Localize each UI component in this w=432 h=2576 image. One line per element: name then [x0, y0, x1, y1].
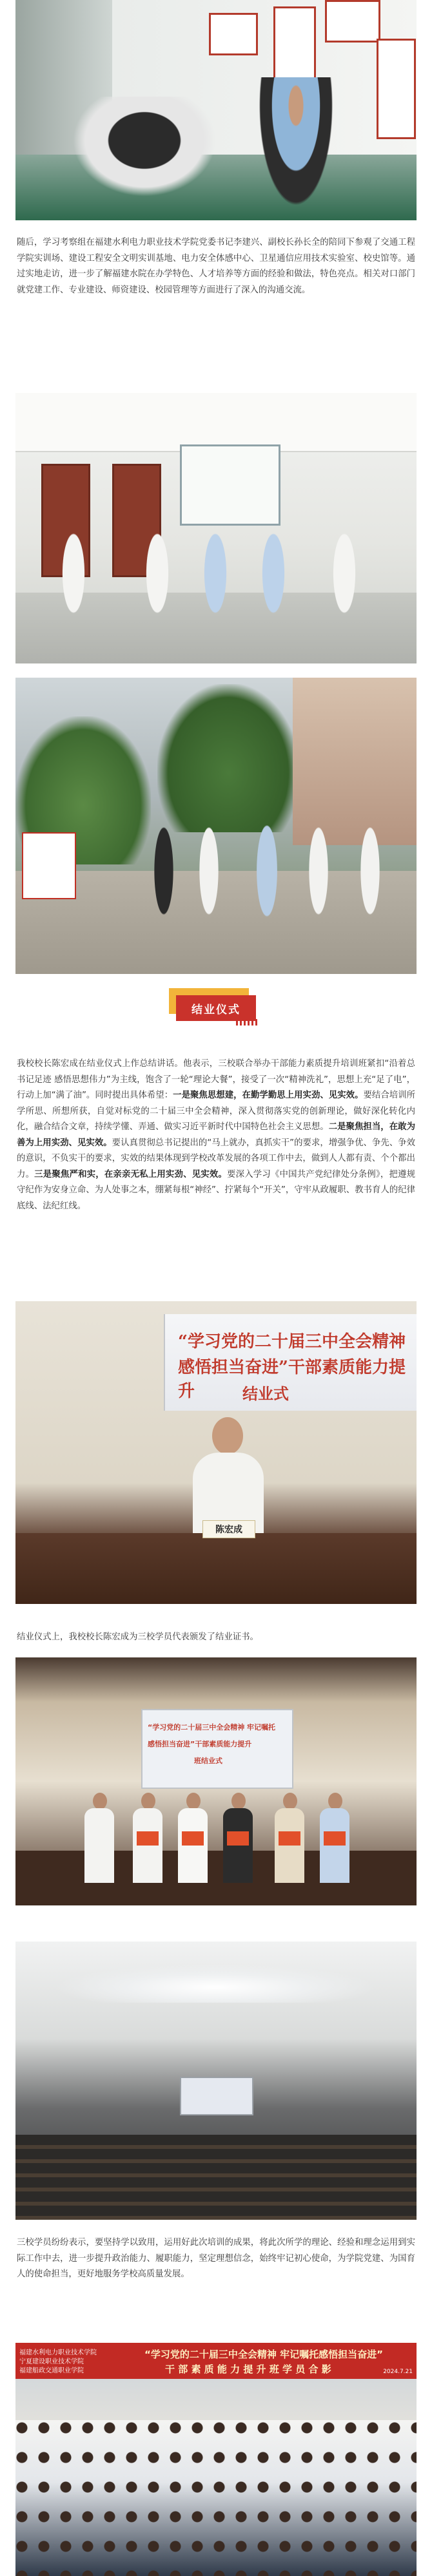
photo-speaker — [15, 1301, 417, 1604]
screen-line-2: 感悟担当奋进”干部素质能力提升 — [148, 1740, 252, 1748]
exhibit-frame — [377, 39, 416, 139]
paragraph-closing: 三校学员纷纷表示，要坚持学以致用，运用好此次培训的成果，将此次所学的理论、经验和理念运用到实际工作中去，进一步提升政治能力、履职能力，坚定理想信念，始终牢记初心使命，为学院党建、为国育人的使命担当，更好地服务学校高质量发展。 — [17, 2238, 415, 2279]
projection-screen — [180, 2077, 253, 2115]
org-2: 宁夏建设职业技术学院 — [19, 2358, 84, 2365]
org-1: 福建水利电力职业技术学院 — [19, 2349, 97, 2356]
ceiling-lights — [54, 1964, 377, 2003]
visitor-group — [61, 97, 228, 206]
person — [222, 1793, 254, 1883]
photo-exhibition-visit — [15, 0, 417, 220]
speech-point-2: 二是聚焦担当，在敢为善为上用实劲、见实效。 — [17, 1122, 415, 1148]
photo-campus-walk — [15, 678, 417, 974]
screen-line-1: “学习党的二十届三中全会精神 牢记嘱托 — [148, 1723, 276, 1732]
person — [177, 1793, 209, 1883]
banner-title-2: 干 部 素 质 能 力 提 升 班 学 员 合 影 — [165, 2363, 331, 2375]
desk — [15, 1533, 417, 1604]
ceiling — [15, 393, 417, 452]
exhibit-frame — [325, 0, 380, 43]
speech-point-1: 一是聚焦思想建，在勤学勤思上用实劲、见实效。 — [173, 1091, 364, 1100]
screen-line-3: 结业式 — [242, 1384, 289, 1403]
group-banner — [15, 2343, 417, 2379]
photo-auditorium — [15, 1942, 417, 2220]
banner-date: 2024.7.21 — [383, 2369, 413, 2375]
section-title-decoration — [236, 1019, 258, 1026]
banner-title-1: “学习党的二十届三中全会精神 牢记嘱托感悟担当奋进” — [144, 2349, 383, 2360]
staff-group — [41, 509, 402, 638]
group-crowd — [15, 2420, 417, 2576]
person — [319, 1793, 351, 1883]
speech-point-3: 三是聚焦严和实，在亲亲无私上用实劲、见实效。 — [34, 1169, 228, 1179]
speech-text-3: 要深入学习《中国共产党纪律处分条例》，把遵规守纪作为安身立命、为人处事之本，绷紧每根“神经”、拧紧每个“开关”，守牢从政履职、教书育人的纪律底线、法纪红线。 — [17, 1169, 415, 1211]
exhibit-frame — [209, 13, 258, 55]
projection-screen — [141, 1709, 293, 1789]
screen-line-1: “学习党的二十届三中全会精神 — [178, 1332, 406, 1351]
host-person — [254, 77, 338, 219]
walking-group — [138, 794, 396, 948]
photo-lab-group — [15, 393, 417, 663]
speech-text-2: 要认真贯彻总书记提出的“马上就办，真抓实干”的要求，增强争优、争先、争效的意识，不负实干的要求，实效的结果体现到学校改革发展的各项工作中去，做到人人都有责、个个都出力。 — [17, 1138, 416, 1179]
person — [273, 1793, 306, 1883]
section-title: 结业仪式 — [176, 995, 256, 1021]
exhibit-frame — [273, 6, 316, 88]
person — [132, 1793, 164, 1883]
photo-certificate-ceremony — [15, 1657, 417, 1905]
stage — [15, 1851, 417, 1905]
nameplate: 陈宏成 — [202, 1520, 255, 1538]
org-3: 福建船政交通职业学院 — [19, 2367, 84, 2374]
paragraph-visit: 随后，学习考察组在福建水利电力职业技术学院党委书记李建兴、副校长孙长全的陪同下参观了交通工程学院实训场、建设工程安全文明实训基地、电力安全体感中心、卫星通信应用技术实验室、校史馆等。通过实地走访，进一步了解福建水院在办学特色、人才培养等方面的经验和做法，特色亮点。相关对口部门就党建工作、专业建设、师资建设、校园管理等方面进行了深入的沟通交流。 — [17, 238, 415, 295]
speech-text-1: 要结合培训所学所思、所想所获，自觉对标党的二十届三中全会精神，深入贯彻落实党的创新理论，做好深化转化内化，融合结合文章，持续学懂、弄通、做实习近平新时代中国特色社会主义思想。 — [17, 1091, 416, 1132]
screen-line-3: 班结业式 — [194, 1757, 222, 1765]
person — [83, 1793, 115, 1883]
projection-screen — [164, 1314, 417, 1411]
speaker-head — [212, 1417, 243, 1455]
paragraph-certificate: 结业仪式上，我校校长陈宏成为三校学员代表颁发了结业证书。 — [17, 1632, 259, 1642]
audience-rows — [15, 2135, 417, 2220]
sign-board — [22, 832, 76, 899]
photo-group-portrait — [15, 2343, 417, 2576]
paragraph-speech — [17, 1056, 415, 1214]
speech-intro: 我校校长陈宏成在结业仪式上作总结讲话。他表示，三校联合举办干部能力素质提升培训班紧扣“沿着总书记足迹 感悟思想伟力”为主线，饱含了一轮“理论大餐”，接受了一次“精神洗礼”，思想上充“足了电”，行动上加“满了油”。同时提出具体希望： — [17, 1059, 415, 1100]
screen-line-2: 感悟担当奋进”干部素质能力提升 — [178, 1358, 406, 1401]
